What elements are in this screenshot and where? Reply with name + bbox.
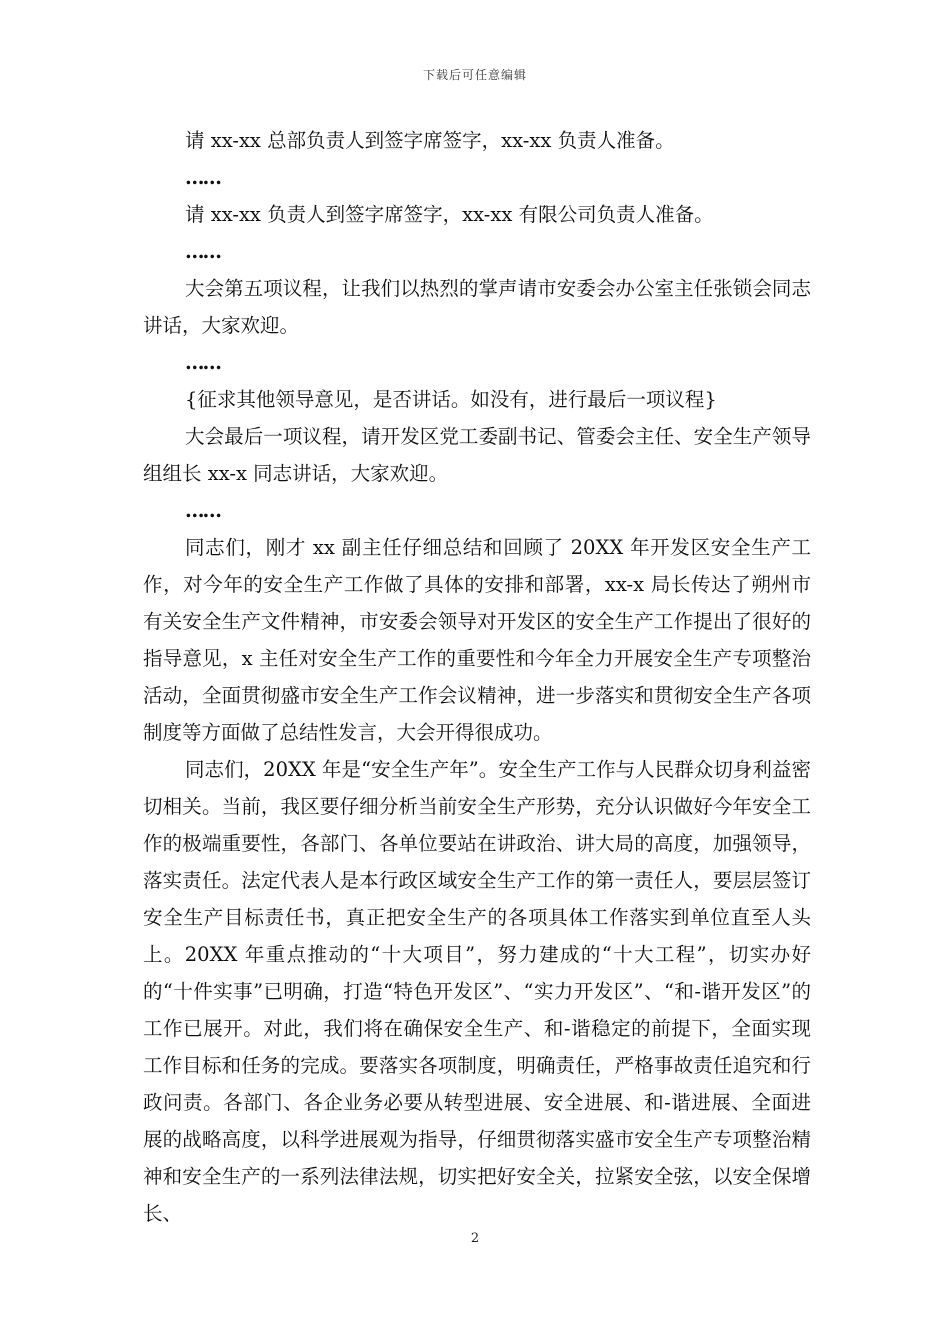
document-body	[143, 122, 811, 1232]
paragraph-bracket-note: {征求其他领导意见，是否讲话。如没有，进行最后一项议程}	[185, 388, 717, 411]
ellipsis-1: ……	[185, 166, 220, 189]
ellipsis-3: ……	[185, 351, 220, 374]
ellipsis-4: ……	[185, 499, 220, 522]
paragraph-final-agenda: 大会最后一项议程，请开发区党工委副书记、管委会主任、安全生产领导组组长 xx-x 同志讲话，大家欢迎。	[143, 425, 811, 485]
paragraph-agenda-five: 大会第五项议程，让我们以热烈的掌声请市安委会办公室主任张锁会同志讲话，大家欢迎。	[143, 277, 811, 337]
ellipsis-2: ……	[185, 240, 220, 263]
paragraph-safety-year: 同志们，20XX 年是“安全生产年”。安全生产工作与人民群众切身利益密切相关。当前，我区要仔细分析当前安全生产形势，充分认识做好今年安全工作的极端重要性，各部门、各单位要站在讲政治、讲大局的高度，加强领导，落实责任。法定代表人是本行政区域安全生产工作的第一责任人，要层层签订安全生产目标责任书，真正把安全生产的各项具体工作落实到单位直至人头上。20XX 年重点推动的“十大项目”，努力建成的“十大工程”，切实办好的“十件实事”已明确，打造“特色开发区”、“实力开发区”、“和-谐开发区”的工作已展开。对此，我们将在确保安全生产、和-谐稳定的前提下，全面实现工作目标和任务的完成。要落实各项制度，明确责任，严格事故责任追究和行政问责。各部门、各企业务必要从转型进展、安全进展、和-谐进展、全面进展的战略高度，以科学进展观为指导，仔细贯彻落实盛市安全生产专项整治精神和安全生产的一系列法律法规，切实把好安全关，拉紧安全弦，以安全保增长、	[143, 758, 811, 1225]
page-header-note: 下载后可任意编辑	[422, 68, 527, 82]
page-number: 2	[470, 1231, 480, 1246]
paragraph-signing-1: 请 xx-xx 总部负责人到签字席签字，xx-xx 负责人准备。	[185, 129, 675, 152]
paragraph-summary: 同志们，刚才 xx 副主任仔细总结和回顾了 20XX 年开发区安全生产工作，对今年的安全生产工作做了具体的安排和部署，xx-x 局长传达了朔州市有关安全生产文件精神，市安委会领导对开发区的安全生产工作提出了很好的指导意见，x 主任对安全生产工作的重要性和今年全力开展安全生产专项整治活动，全面贯彻盛市安全生产工作会议精神，进一步落实和贯彻安全生产各项制度等方面做了总结性发言，大会开得很成功。	[143, 536, 811, 744]
paragraph-signing-2: 请 xx-xx 负责人到签字席签字，xx-xx 有限公司负责人准备。	[185, 203, 714, 226]
